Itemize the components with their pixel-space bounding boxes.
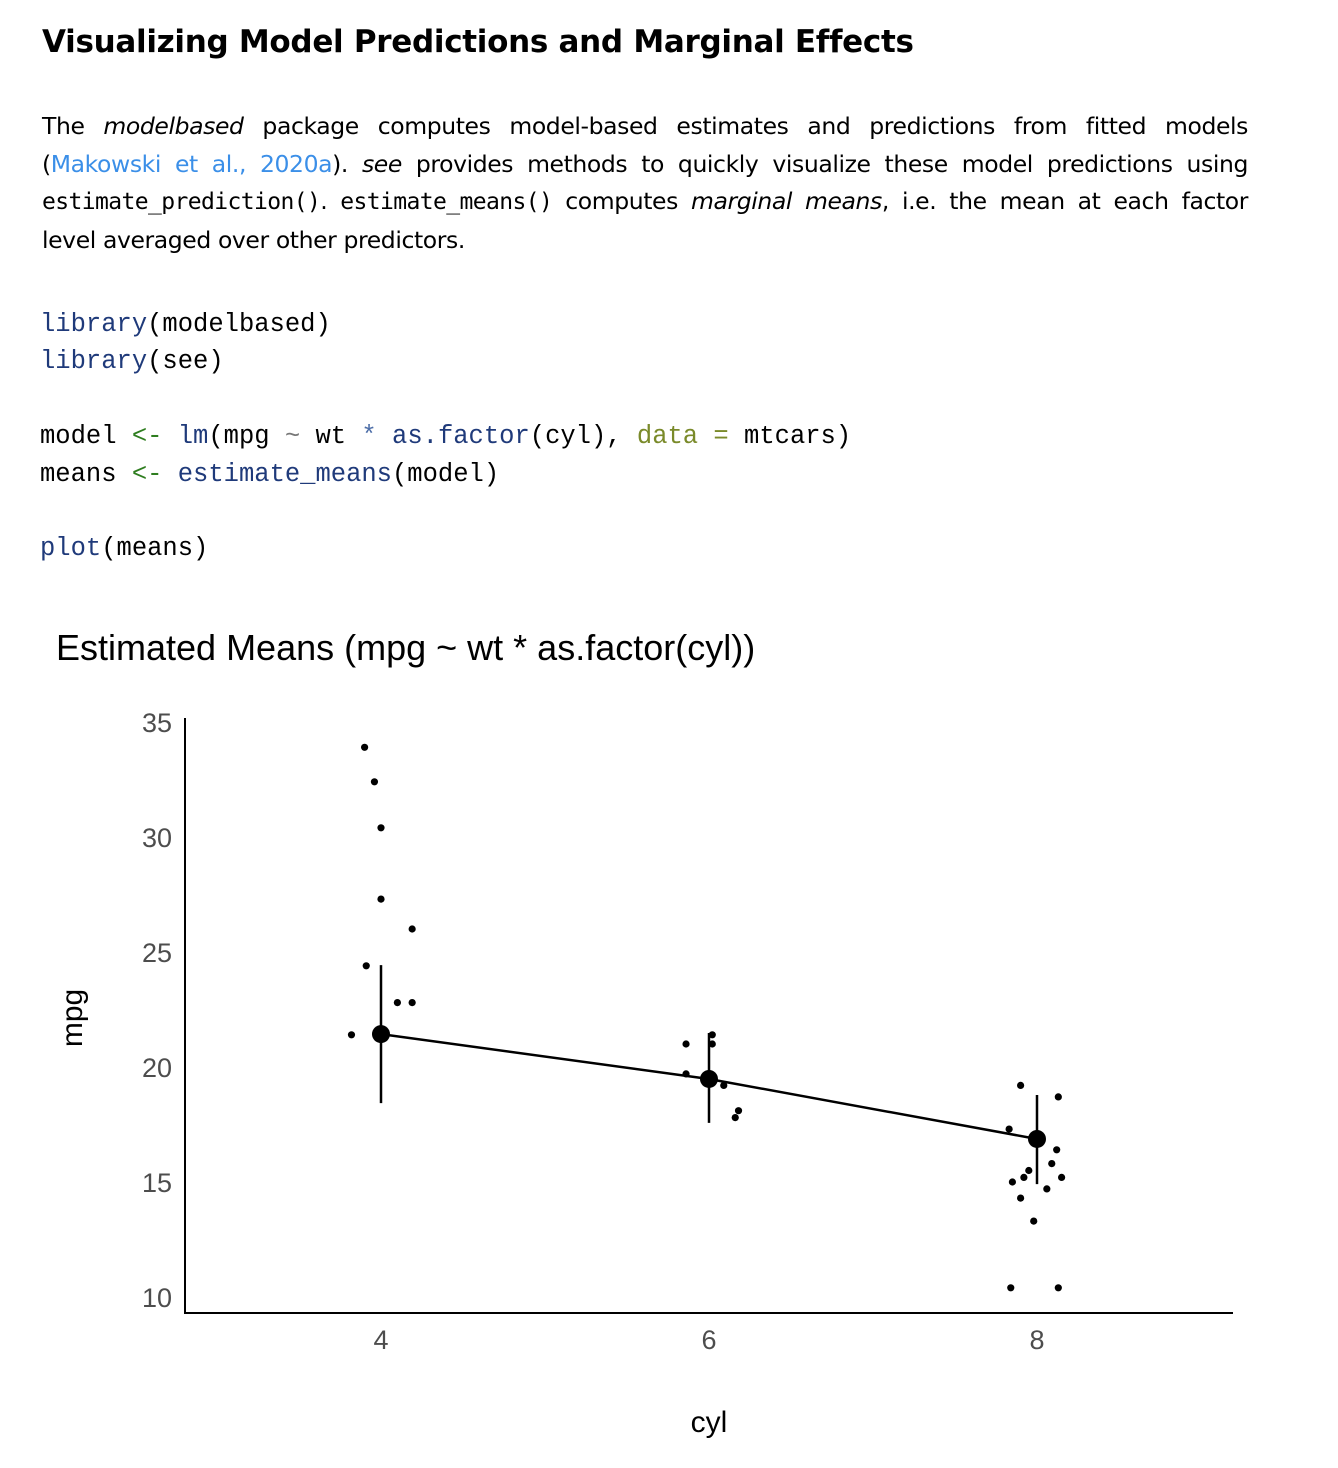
data-point (363, 962, 370, 969)
data-point (371, 778, 378, 785)
observed-points (348, 744, 1065, 1292)
data-point (1030, 1218, 1037, 1225)
data-point (735, 1107, 742, 1114)
data-point (1017, 1195, 1024, 1202)
y-tick-label: 25 (141, 938, 172, 968)
data-point (1055, 1093, 1062, 1100)
y-tick-label: 15 (141, 1168, 172, 1198)
code-function: library (40, 310, 148, 339)
code-argument-name: data (636, 422, 699, 452)
code-args: (see) (147, 347, 224, 377)
text: package computes model-based estimates and predictions from fitted models ( (42, 112, 1248, 178)
data-point (1009, 1178, 1016, 1185)
intro-paragraph (42, 108, 1248, 259)
code-text: (cyl), (529, 422, 637, 452)
code-block (40, 306, 851, 568)
text: , i.e. the mean at each factor level averaged over other predictors. (42, 187, 1249, 254)
code-assign-operator: <- (131, 422, 163, 452)
data-point (1043, 1185, 1050, 1192)
x-axis-label: cyl (690, 1406, 728, 1439)
data-point (409, 999, 416, 1006)
code-function: lm (177, 422, 209, 452)
data-point (394, 999, 401, 1006)
code-text: wt (300, 422, 362, 452)
x-tick-label: 6 (701, 1325, 717, 1355)
data-point (1007, 1284, 1014, 1291)
code-text: (mpg (208, 422, 285, 452)
code-equals: = (713, 422, 729, 452)
y-tick-label: 10 (141, 1283, 172, 1313)
mean-point (372, 1025, 390, 1043)
data-point (682, 1040, 689, 1047)
package-name-see: see (361, 149, 402, 178)
package-name-modelbased: modelbased (103, 112, 244, 140)
section-heading: Visualizing Model Predictions and Marginal Effects (42, 24, 914, 60)
code-function: estimate_means (177, 459, 392, 489)
code-variable: means (40, 459, 117, 489)
text: The (42, 112, 104, 140)
code-line-4 (40, 460, 499, 489)
code-args: (model) (392, 459, 500, 489)
estimated-means-chart (0, 600, 1338, 1468)
data-point (361, 744, 368, 751)
code-function: as.factor (392, 422, 530, 452)
data-point (732, 1114, 739, 1121)
emphasis-marginal-means: marginal means (690, 187, 882, 215)
y-tick-label: 35 (141, 708, 172, 738)
code-line-3 (40, 422, 851, 451)
code-assign-operator: <- (131, 459, 163, 489)
data-point (1020, 1174, 1027, 1181)
code-line-1 (40, 310, 331, 339)
data-point (348, 1031, 355, 1038)
text: provides methods to quickly visualize these model predictions using (401, 149, 1248, 178)
data-point (1006, 1126, 1013, 1133)
citation-link[interactable]: Makowski et al., 2020a (50, 149, 333, 178)
mean-point (700, 1070, 718, 1088)
y-axis-ticks (142, 708, 172, 1313)
code-text: mtcars) (728, 422, 852, 452)
code-args: (modelbased) (147, 310, 331, 339)
inline-code-estimate-means: estimate_means() (340, 189, 553, 215)
data-point (1017, 1082, 1024, 1089)
data-point (1053, 1146, 1060, 1153)
code-line-2 (40, 347, 224, 376)
mean-point (1028, 1130, 1046, 1148)
text: . (320, 187, 341, 215)
data-point (1048, 1160, 1055, 1167)
data-point (1025, 1167, 1032, 1174)
code-variable: model (40, 422, 117, 452)
code-line-5 (40, 534, 208, 563)
x-tick-label: 8 (1029, 1325, 1045, 1355)
y-tick-label: 30 (141, 823, 172, 853)
text: computes (552, 187, 691, 215)
y-axis-label: mpg (56, 988, 89, 1048)
code-star: * (361, 422, 377, 452)
y-tick-label: 20 (141, 1053, 172, 1083)
data-point (1058, 1174, 1065, 1181)
code-function: library (40, 347, 148, 377)
code-args: (means) (101, 534, 209, 564)
data-point (377, 896, 384, 903)
code-function: plot (40, 534, 102, 564)
data-point (1055, 1284, 1062, 1291)
inline-code-estimate-prediction: estimate_prediction() (42, 189, 321, 215)
chart-title: Estimated Means (mpg ~ wt * as.factor(cyl)) (56, 627, 756, 668)
text: ). (332, 149, 362, 178)
data-point (409, 925, 416, 932)
code-tilde: ~ (284, 422, 301, 452)
x-tick-label: 4 (373, 1325, 389, 1355)
data-point (377, 824, 384, 831)
x-axis-ticks (373, 1325, 1044, 1355)
